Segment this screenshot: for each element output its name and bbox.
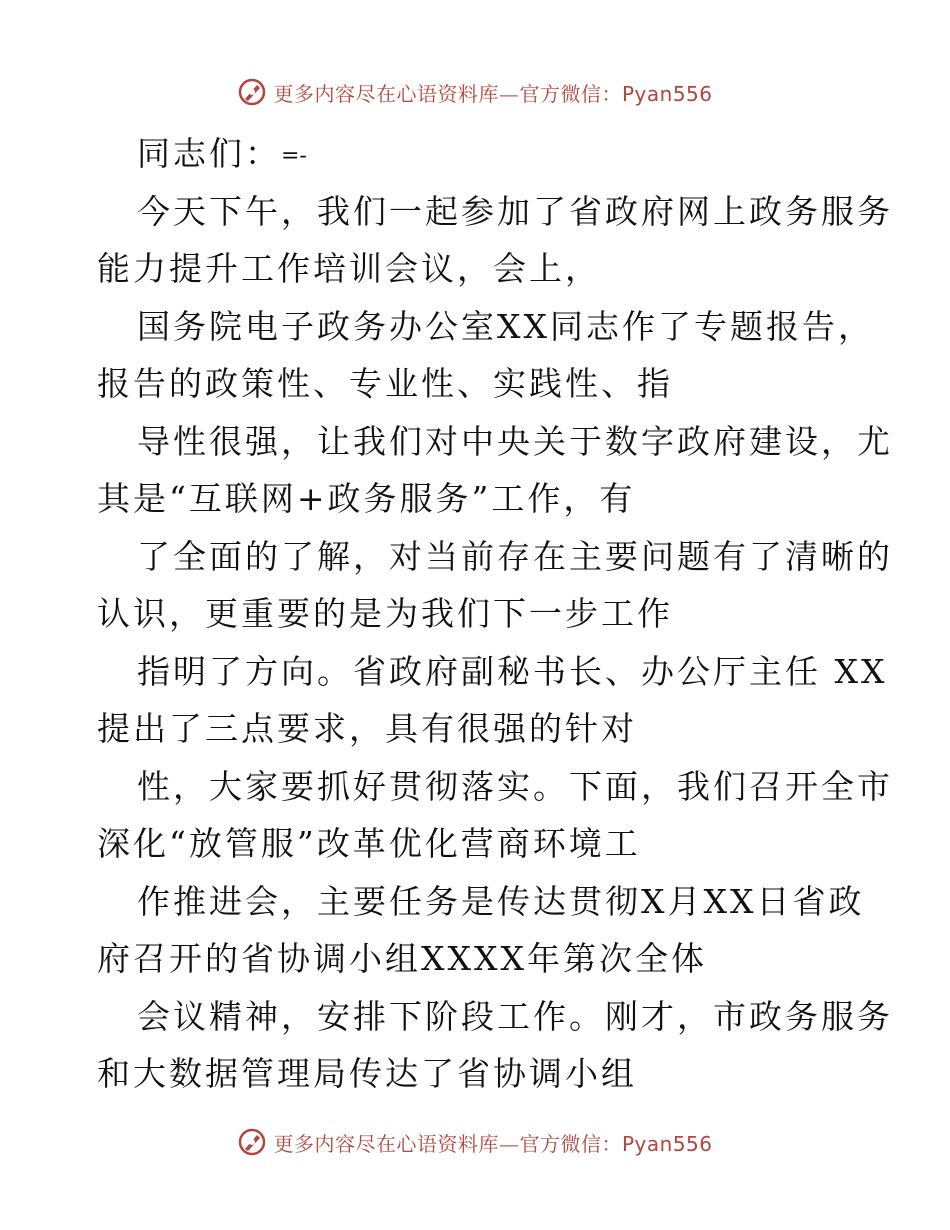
text-line [97,125,857,183]
banner-official: 官方微信： [519,81,622,106]
text-line: 认识，更重要的是为我们下一步工作 [97,594,673,633]
text-line: 报告的政策性、专业性、实践性、指 [97,364,673,403]
text-line: 了全面的了解，对当前存在主要问题有了清晰的 [137,536,893,576]
logo-icon [237,1127,267,1157]
text-line: 会议精神，安排下阶段工作。刚才，市政务服务 [137,996,893,1036]
text-line: 今天下午，我们一起参加了省政府网上政务服务 [137,191,893,231]
banner-official: 官方微信： [519,1131,622,1156]
banner-handle: Pyan556 [621,1131,713,1156]
footer-banner [0,1122,950,1162]
banner-main: 更多内容尽在心语资料库 [273,1131,499,1156]
text-line: 作推进会，主要任务是传达贯彻X月XX日省政 [137,881,865,921]
text-line: 其是“互联网+政务服务”工作，有 [97,479,636,518]
banner-separator: — [498,1131,520,1156]
banner-text [273,1128,712,1157]
greeting: 同志们： [137,134,281,173]
text-line: 深化“放管服”改革优化营商环境工 [97,824,641,863]
stray-mark: =- [281,143,307,169]
text-line: 和大数据管理局传达了省协调小组 [97,1054,637,1093]
text-line: 导性很强，让我们对中央关于数字政府建设，尤 [137,421,893,461]
text-line: 能力提升工作培训会议，会上， [97,249,601,288]
text-line: 国务院电子政务办公室XX同志作了专题报告， [137,306,874,346]
text-line: 府召开的省协调小组XXXX年第次全体 [97,939,707,978]
banner-separator: — [498,81,520,106]
text-line: 性，大家要抓好贯彻落实。下面，我们召开全市 [137,766,893,806]
banner-handle: Pyan556 [621,81,713,106]
banner-main: 更多内容尽在心语资料库 [273,81,499,106]
text-line: 指明了方向。省政府副秘书长、办公厅主任 XX [137,651,888,691]
logo-icon [237,77,267,107]
document-body [97,125,893,1103]
text-line: 提出了三点要求，具有很强的针对 [97,709,637,748]
banner-text [273,78,712,107]
header-banner [0,72,950,112]
